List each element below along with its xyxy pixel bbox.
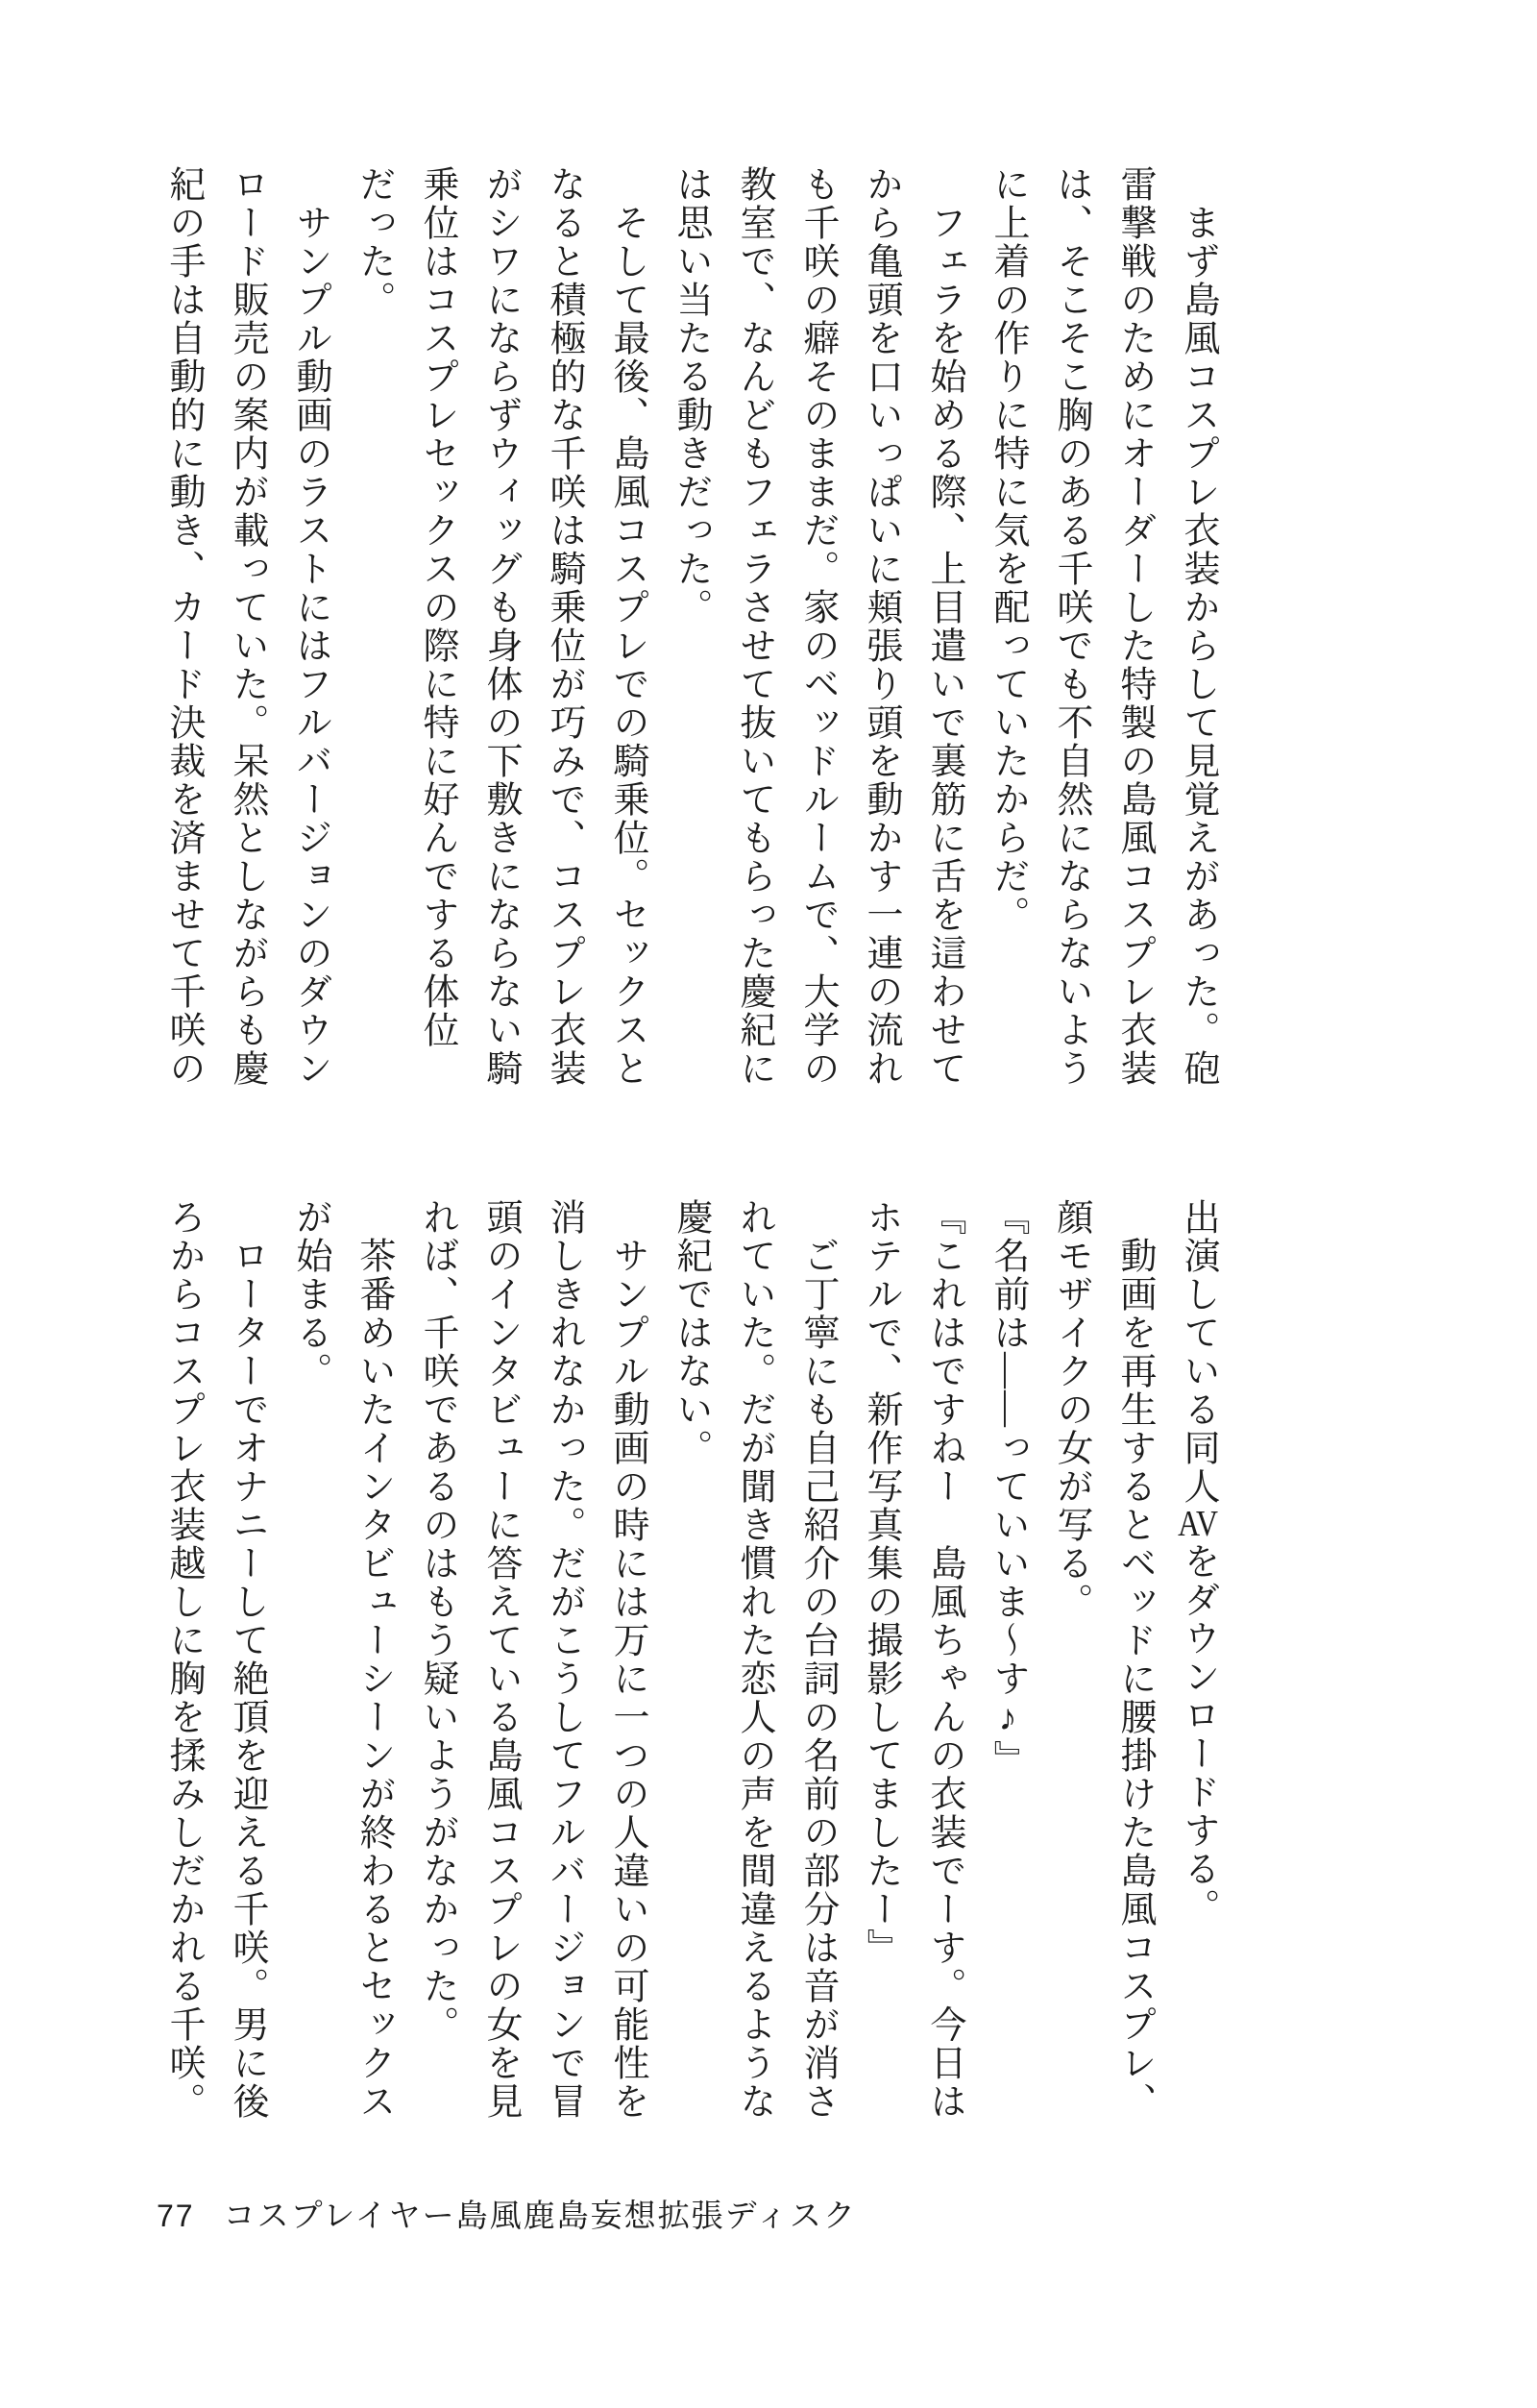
text-line: 『これはですねー 島風ちゃんの衣装でーす。今日は xyxy=(924,1198,964,2121)
text-line: から亀頭を口いっぱいに頬張り頭を動かす一連の流れ xyxy=(861,165,901,1088)
text-line: 動画を再生するとベッドに腰掛けた島風コスプレ、 xyxy=(1114,1198,1155,2121)
text-line: 慶紀ではない。 xyxy=(671,1198,711,1467)
text-line: は、そこそこ胸のある千咲でも不自然にならないよう xyxy=(1051,165,1091,1088)
text-line: 教室で、なんどもフェラさせて抜いてもらった慶紀に xyxy=(734,165,774,1088)
text-line: 消しきれなかった。だがこうしてフルバージョンで冒 xyxy=(544,1198,584,2121)
text-line: が始まる。 xyxy=(290,1198,330,1390)
text-line: そして最後、島風コスプレでの騎乗位。セックスと xyxy=(607,165,647,1088)
text-line: だった。 xyxy=(354,165,394,319)
text-line: れていた。だが聞き慣れた恋人の声を間違えるような xyxy=(734,1198,774,2121)
text-block-top xyxy=(152,165,1230,1093)
text-line: 顔モザイクの女が写る。 xyxy=(1051,1198,1091,1621)
page-number: 77 xyxy=(157,2199,195,2233)
text-block-bottom xyxy=(152,1198,1230,2125)
text-line: は思い当たる動きだった。 xyxy=(671,165,711,627)
text-line: 『名前は――っていいま～す♪』 xyxy=(988,1198,1028,1779)
text-line: サンプル動画のラストにはフルバージョンのダウン xyxy=(290,165,330,1088)
text-line: ローターでオナニーして絶頂を迎える千咲。男に後 xyxy=(227,1198,267,2121)
text-line: 茶番めいたインタビューシーンが終わるとセックス xyxy=(354,1198,394,2121)
text-line: フェラを始める際、上目遣いで裏筋に舌を這わせて xyxy=(924,165,964,1088)
text-line: 紀の手は自動的に動き、カード決裁を済ませて千咲の xyxy=(163,165,204,1088)
text-line: 出演している同人AVをダウンロードする。 xyxy=(1178,1198,1218,1927)
text-line: ホテルで、新作写真集の撮影してましたー』 xyxy=(861,1198,901,1967)
page-footer xyxy=(157,2191,857,2236)
text-line: サンプル動画の時には万に一つの人違いの可能性を xyxy=(607,1198,647,2121)
text-line: ご丁寧にも自己紹介の台詞の名前の部分は音が消さ xyxy=(797,1198,838,2121)
text-line: がシワにならずウィッグも身体の下敷きにならない騎 xyxy=(480,165,521,1088)
text-line: も千咲の癖そのままだ。家のベッドルームで、大学の xyxy=(797,165,838,1088)
text-line: ロード販売の案内が載っていた。呆然としながらも慶 xyxy=(227,165,267,1088)
running-title: コスプレイヤー島風鹿島妄想拡張ディスク xyxy=(223,2198,857,2233)
text-line: に上着の作りに特に気を配っていたからだ。 xyxy=(988,165,1028,934)
text-line: 頭のインタビューに答えている島風コスプレの女を見 xyxy=(480,1198,521,2121)
text-line: まず島風コスプレ衣装からして見覚えがあった。砲 xyxy=(1178,165,1218,1088)
text-line: なると積極的な千咲は騎乗位が巧みで、コスプレ衣装 xyxy=(544,165,584,1088)
tatechuyoko-text: AV xyxy=(1178,1506,1218,1542)
text-line: 乗位はコスプレセックスの際に特に好んでする体位 xyxy=(417,165,457,1049)
text-line: れば、千咲であるのはもう疑いようがなかった。 xyxy=(417,1198,457,2044)
text-line: 雷撃戦のためにオーダーした特製の島風コスプレ衣装 xyxy=(1114,165,1155,1088)
text-line: ろからコスプレ衣装越しに胸を揉みしだかれる千咲。 xyxy=(163,1198,204,2121)
